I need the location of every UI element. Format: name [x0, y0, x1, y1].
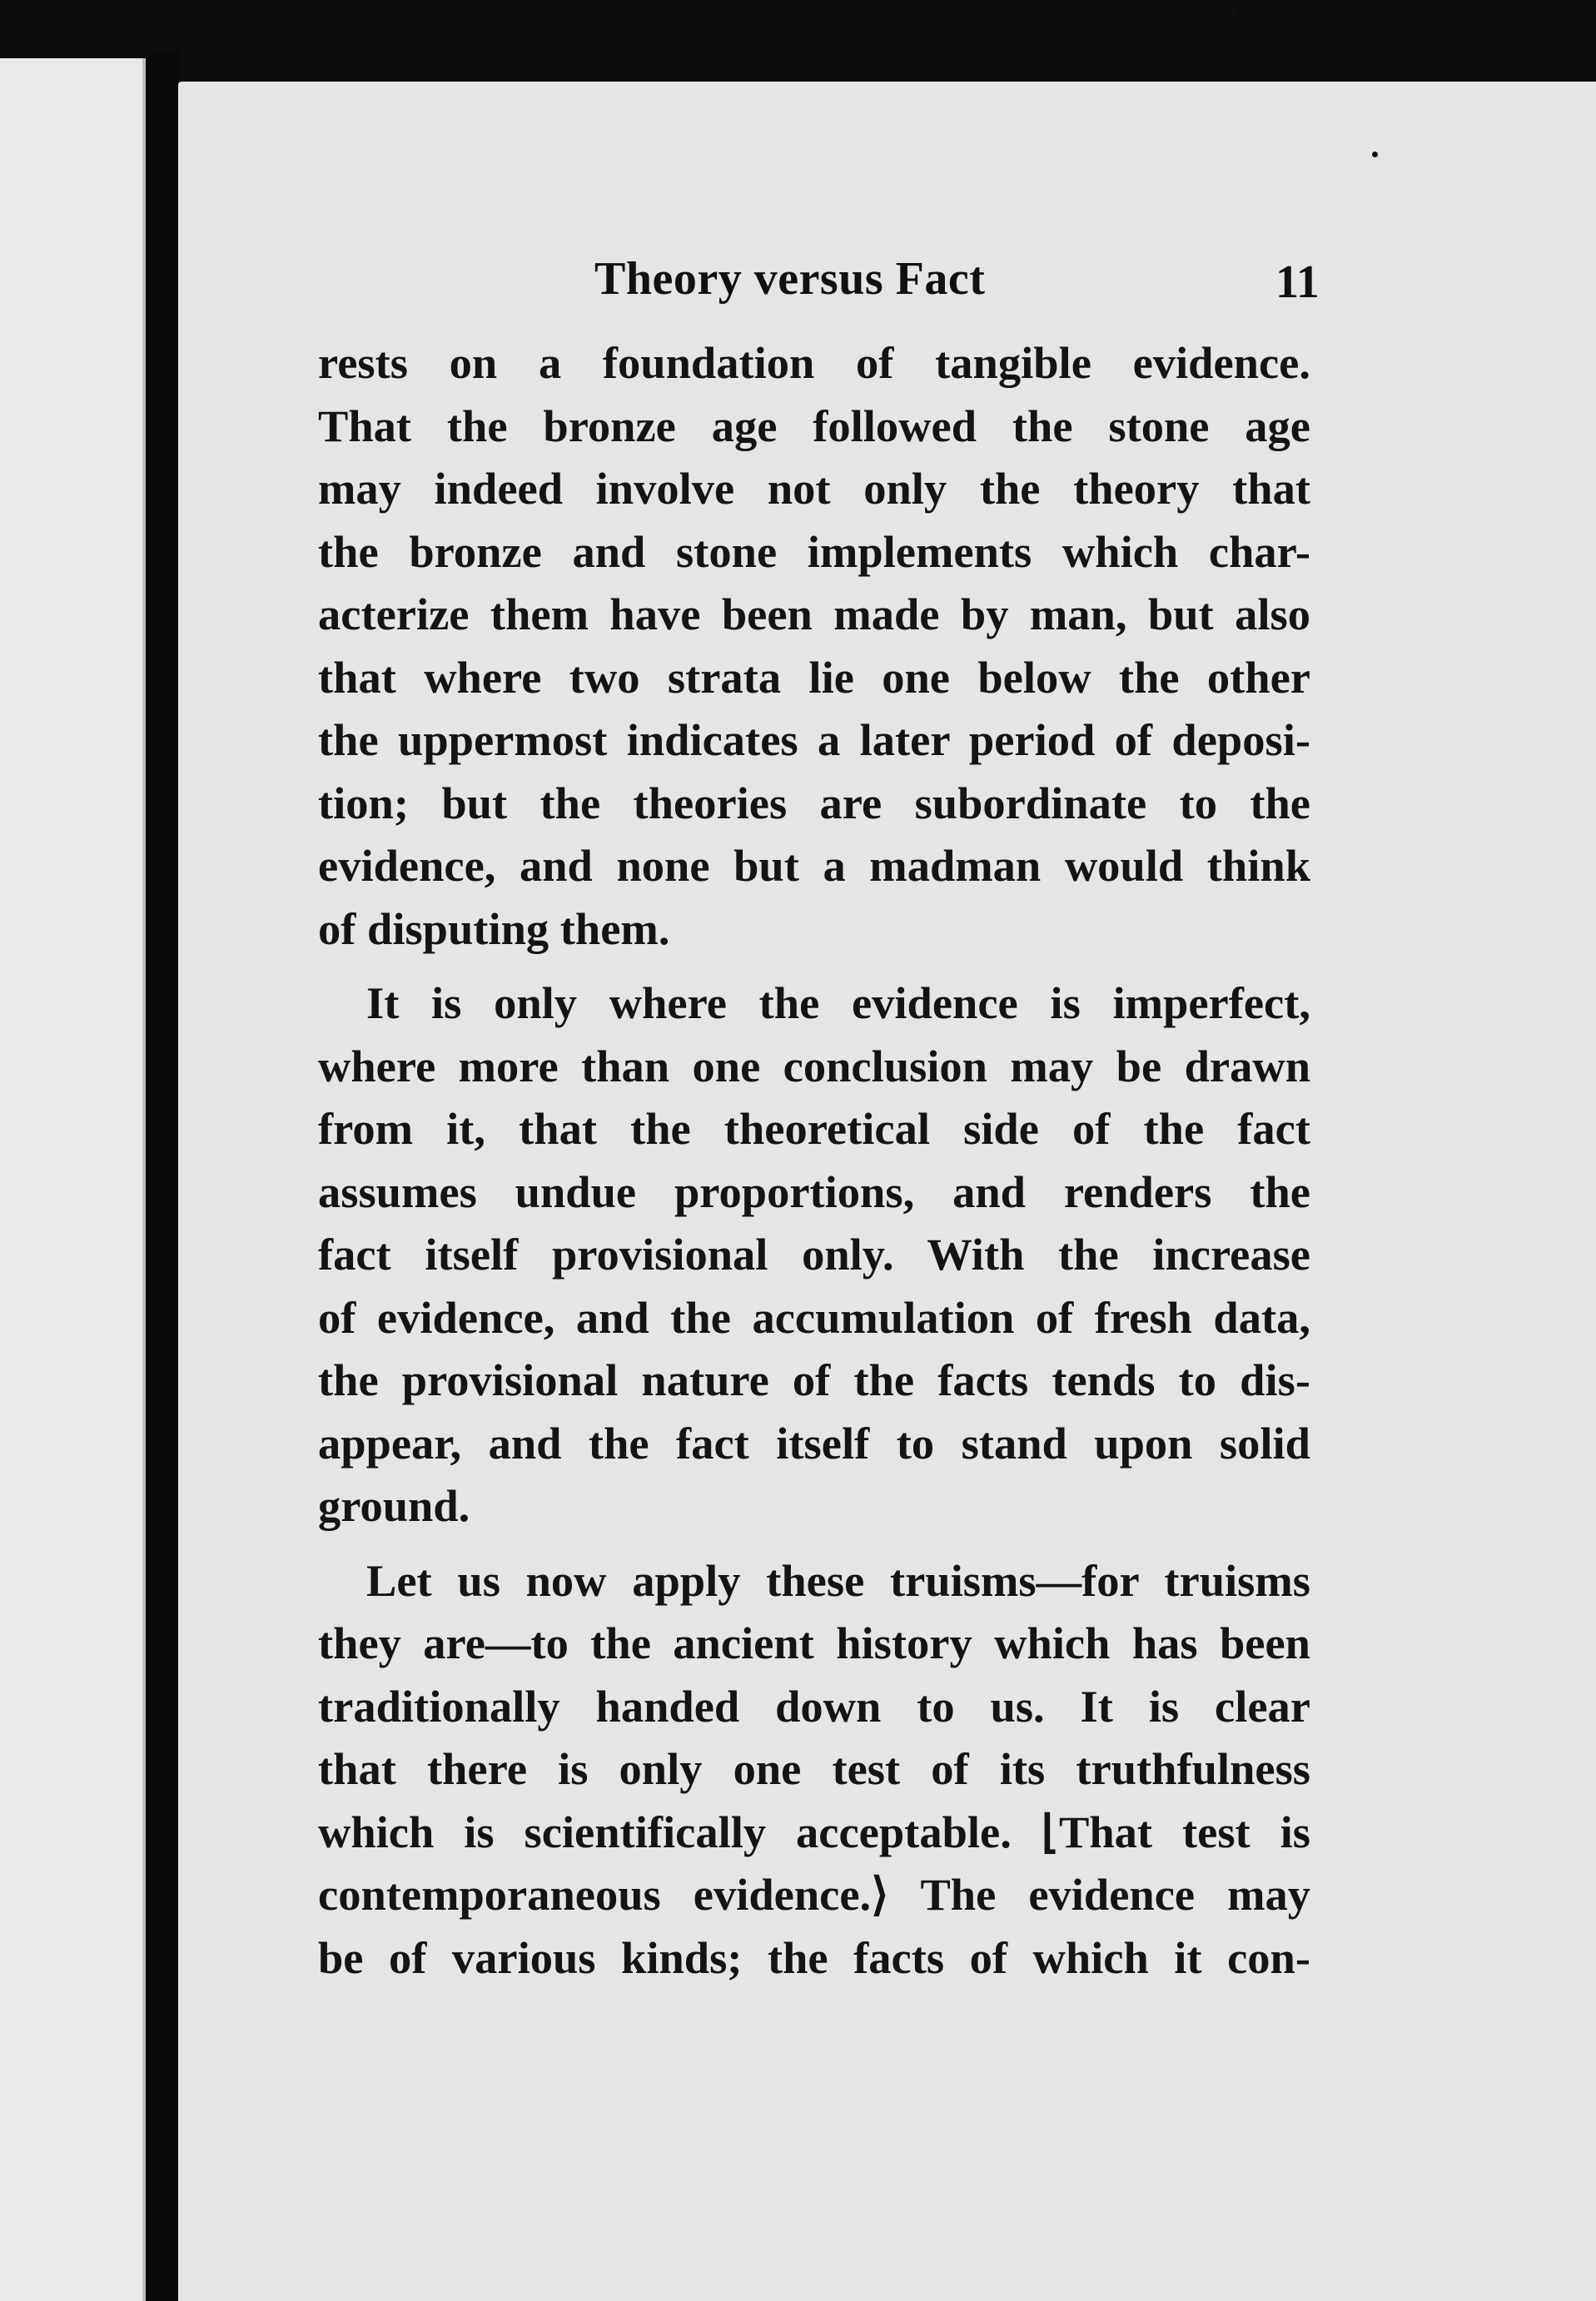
paragraph: [318, 331, 1310, 960]
text-line: the provisional nature of the facts tends to dis-: [318, 1354, 1310, 1405]
text-line: may indeed involve not only the theory that: [318, 463, 1310, 514]
text-line: from it, that the theoretical side of the fact: [318, 1103, 1310, 1154]
text-line: contemporaneous evidence.⟩ The evidence may: [318, 1869, 1310, 1920]
paragraph: [318, 972, 1310, 1538]
text-line: of evidence, and the accumulation of fresh data,: [318, 1291, 1310, 1343]
text-line: rests on a foundation of tangible evidence.: [318, 337, 1310, 388]
text-line: appear, and the fact itself to stand upon solid: [318, 1417, 1310, 1469]
book-spine: [146, 50, 179, 2301]
text-line: fact itself provisional only. With the increase: [318, 1229, 1310, 1280]
text-line: be of various kinds; the facts of which it con-: [318, 1931, 1310, 1983]
text-line: evidence, and none but a madman would think: [318, 840, 1310, 891]
scan-speck: [1372, 152, 1378, 157]
running-title: Theory versus Fact: [594, 253, 986, 305]
text-line: acterize them have been made by man, but also: [318, 589, 1310, 639]
scan-speck: [1231, 5, 1236, 12]
text-line: that where two strata lie one below the other: [318, 651, 1310, 703]
text-line: of disputing them.: [318, 902, 670, 954]
text-line: where more than one conclusion may be drawn: [318, 1040, 1310, 1091]
running-head: [178, 252, 1596, 311]
facing-page-edge: [0, 58, 146, 2301]
paragraph: [318, 1549, 1310, 1990]
text-line: That the bronze age followed the stone age: [318, 400, 1310, 451]
text-line: Let us now apply these truisms—for truisms: [366, 1554, 1310, 1606]
page-number: 11: [1275, 256, 1320, 308]
book-page: [178, 82, 1596, 2301]
text-line: It is only where the evidence is imperfect,: [366, 977, 1310, 1028]
text-line: tion; but the theories are subordinate to the: [318, 777, 1310, 828]
text-line: traditionally handed down to us. It is clear: [318, 1680, 1310, 1732]
text-line: which is scientifically acceptable. ⌊That test is: [318, 1806, 1310, 1857]
text-line: assumes undue proportions, and renders the: [318, 1165, 1310, 1217]
text-line: the bronze and stone implements which char-: [318, 525, 1310, 577]
text-line: ground.: [318, 1480, 470, 1531]
page-text: [318, 331, 1310, 1989]
scan-speck: [1282, 15, 1286, 19]
text-line: that there is only one test of its truthfulness: [318, 1743, 1310, 1794]
text-line: they are—to the ancient history which has been: [318, 1618, 1310, 1668]
text-line: the uppermost indicates a later period of deposi-: [318, 714, 1310, 765]
